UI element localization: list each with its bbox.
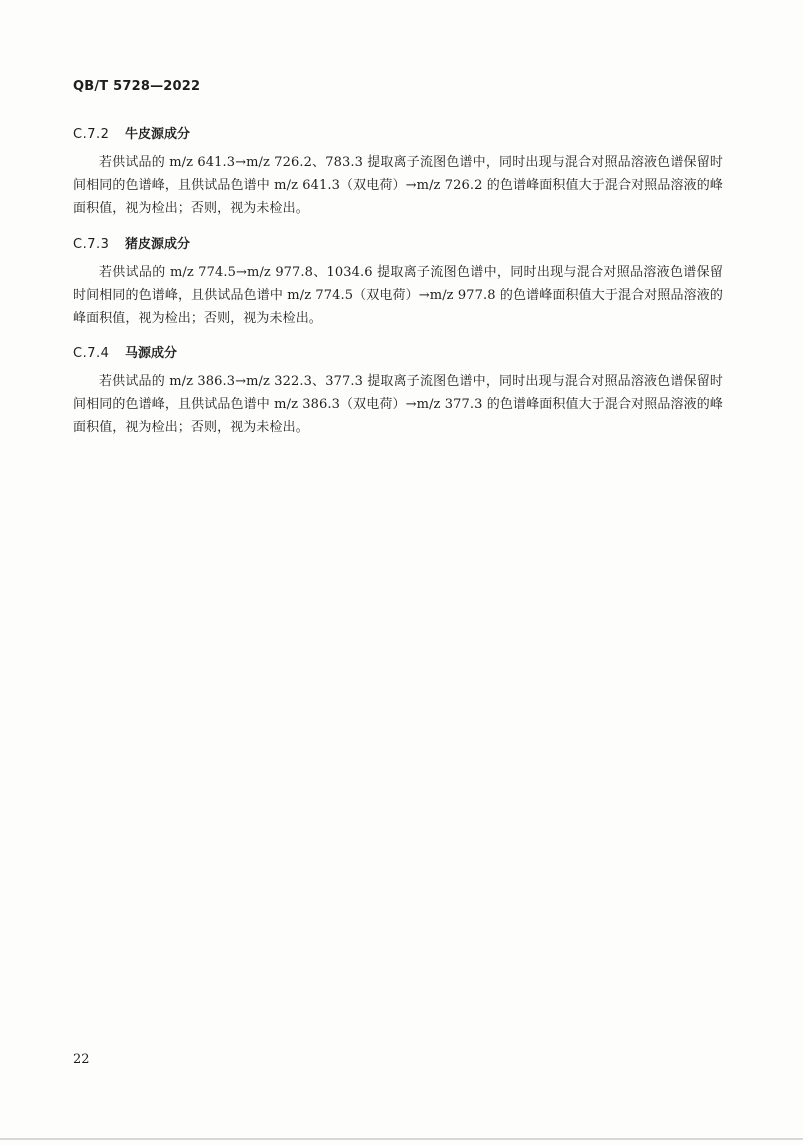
clause-heading — [73, 235, 723, 255]
clause-title: 猪皮源成分 — [125, 237, 191, 252]
clause-number: C.7.3 — [73, 237, 110, 252]
clause-heading — [73, 344, 723, 364]
page-number: 22 — [73, 1052, 90, 1067]
clause-body: 若供试品的 m/z 641.3→m/z 726.2、783.3 提取离子流图色谱中，同时出现与混合对照品溶液色谱保留时间相同的色谱峰，且供试品色谱中 m/z 641.3（双电荷）→m/z 726.2 的色谱峰面积值大于混合对照品溶液的峰面积值，视为检出；否则，视为未检出。 — [73, 155, 723, 216]
clause-heading — [73, 125, 723, 145]
clause-number: C.7.4 — [73, 346, 110, 361]
document-id: QB/T 5728—2022 — [73, 79, 201, 94]
clause-c-7-4 — [73, 344, 723, 439]
clause-c-7-2 — [73, 125, 723, 220]
clause-title: 马源成分 — [125, 346, 178, 361]
clause-title: 牛皮源成分 — [125, 127, 191, 142]
clause-number: C.7.2 — [73, 127, 110, 142]
clause-body: 若供试品的 m/z 774.5→m/z 977.8、1034.6 提取离子流图色谱中，同时出现与混合对照品溶液色谱保留时间相同的色谱峰，且供试品色谱中 m/z 774.5（双电荷）→m/z 977.8 的色谱峰面积值大于混合对照品溶液的峰面积值，视为检出；否则，视为未检出。 — [73, 265, 723, 326]
clause-c-7-3 — [73, 235, 723, 330]
scan-edge-divider — [0, 1138, 803, 1140]
clause-body: 若供试品的 m/z 386.3→m/z 322.3、377.3 提取离子流图色谱中，同时出现与混合对照品溶液色谱保留时间相同的色谱峰，且供试品色谱中 m/z 386.3（双电荷）→m/z 377.3 的色谱峰面积值大于混合对照品溶液的峰面积值，视为检出；否则，视为未检出。 — [73, 374, 723, 435]
